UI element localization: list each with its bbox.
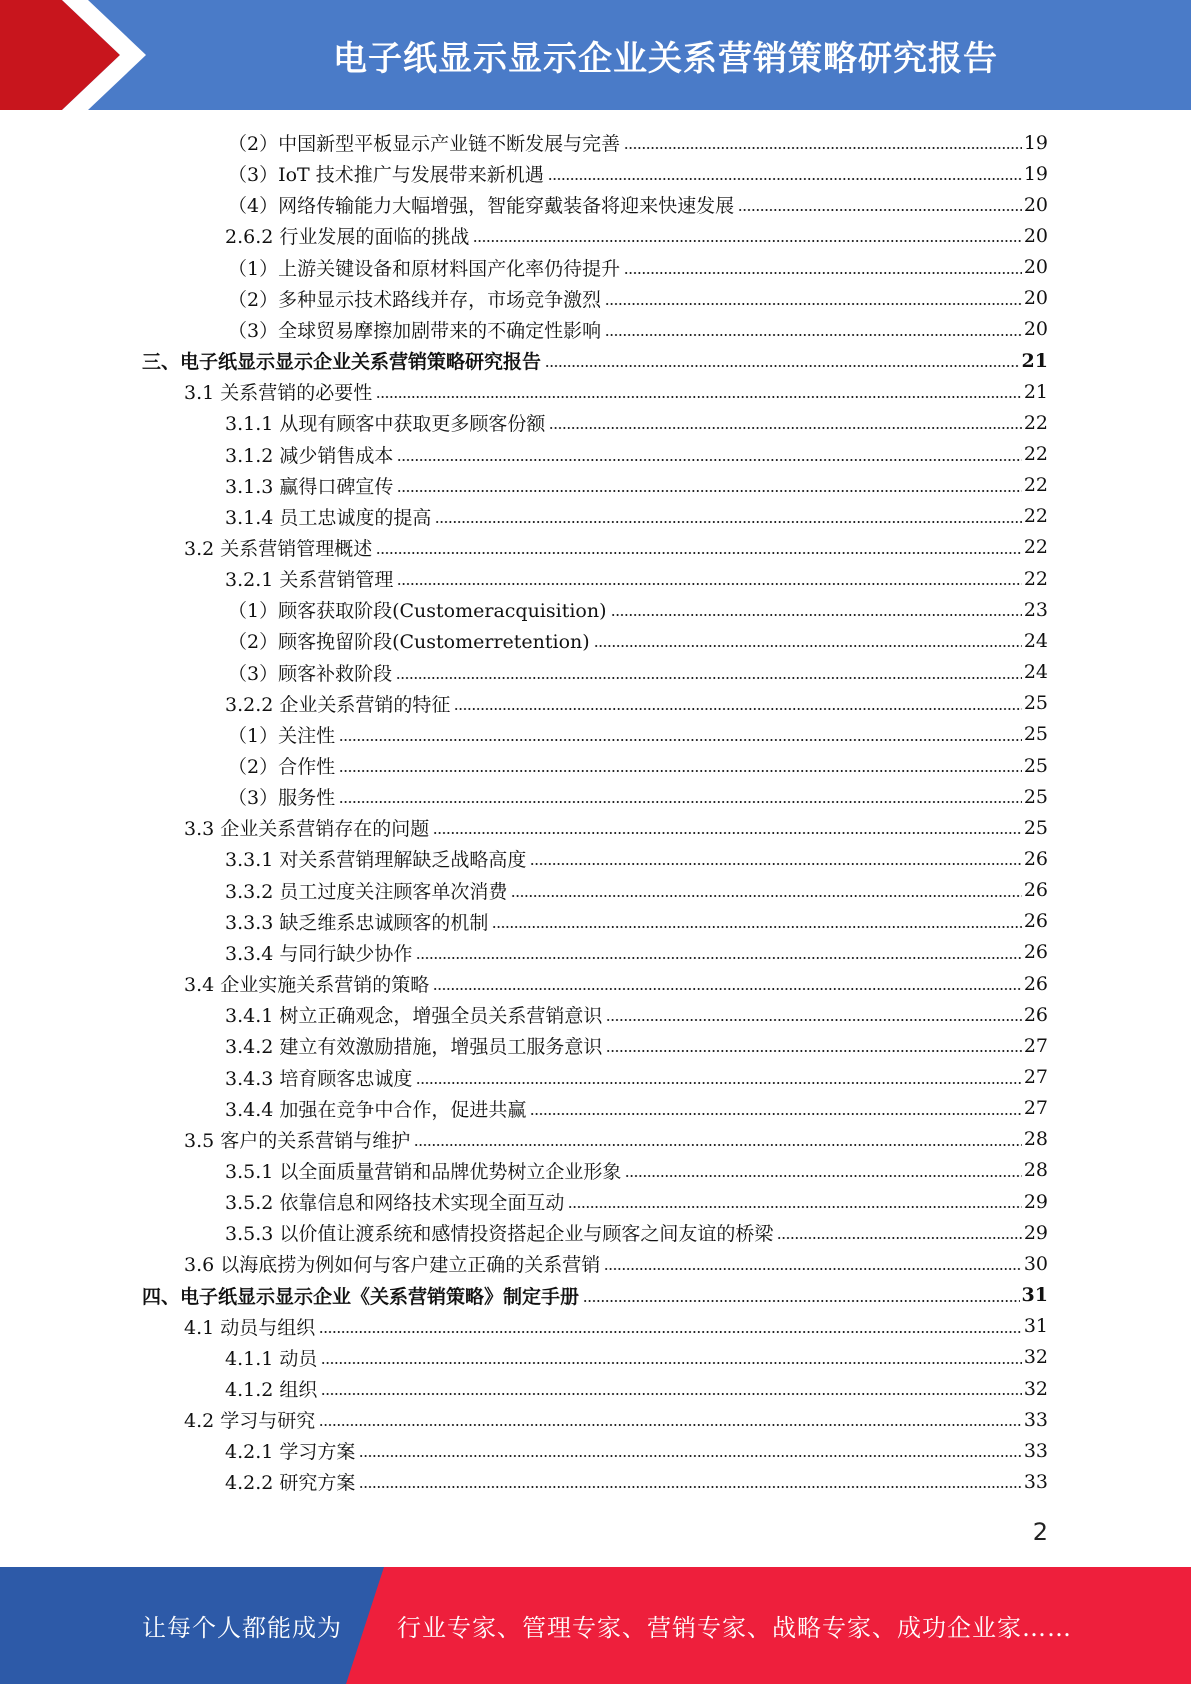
toc-entry[interactable]: [228, 750, 1048, 781]
toc-dot-leader: [359, 1486, 1021, 1488]
toc-entry[interactable]: [228, 719, 1048, 750]
toc-dot-leader: [604, 1268, 1022, 1270]
toc-entry-page: 25: [1023, 785, 1048, 808]
toc-dot-leader: [416, 1082, 1021, 1084]
toc-dot-leader: [397, 459, 1021, 461]
toc-dot-leader: [473, 240, 1021, 242]
toc-dot-leader: [611, 614, 1022, 616]
toc-entry[interactable]: [225, 220, 1048, 251]
toc-entry-page: 21: [1023, 380, 1048, 403]
toc-entry[interactable]: [225, 563, 1048, 594]
toc-entry-title: 4.1.1 动员: [225, 1347, 318, 1370]
toc-entry[interactable]: [184, 532, 1048, 563]
toc-entry-title: 3.5.1 以全面质量营销和品牌优势树立企业形象: [225, 1160, 622, 1183]
toc-entry-title: （2）合作性: [228, 756, 336, 778]
toc-entry-page: 26: [1023, 941, 1048, 964]
toc-dot-leader: [548, 178, 1022, 180]
toc-entry-page: 24: [1023, 629, 1048, 652]
toc-dot-leader: [435, 521, 1021, 523]
toc-entry-title: （3）顾客补救阶段: [228, 662, 393, 685]
toc-entry-page: 25: [1023, 692, 1048, 715]
toc-entry[interactable]: [228, 657, 1048, 688]
toc-entry-page: 26: [1023, 847, 1048, 870]
toc-entry-page: 20: [1023, 224, 1048, 247]
toc-entry-title: 3.2.2 企业关系营销的特征: [225, 693, 451, 716]
toc-entry-title: 3.1 关系营销的必要性: [184, 382, 373, 405]
toc-dot-leader: [624, 272, 1022, 274]
toc-dot-leader: [583, 1300, 1020, 1302]
toc-entry-title: 3.1.4 员工忠诚度的提高: [225, 506, 432, 529]
toc-dot-leader: [319, 1331, 1022, 1333]
toc-dot-leader: [530, 1113, 1021, 1115]
toc-entry-title: （2）多种显示技术路线并存，市场竞争激烈: [228, 288, 602, 311]
footer-slogan-left: 让每个人都能成为: [142, 1614, 342, 1642]
toc-dot-leader: [397, 490, 1021, 492]
toc-entry-title: （1）顾客获取阶段(Customeracquisition): [228, 600, 607, 623]
toc-entry-page: 27: [1023, 1066, 1048, 1088]
toc-dot-leader: [545, 365, 1020, 367]
toc-entry-page: 20: [1023, 193, 1048, 216]
toc-dot-leader: [376, 396, 1022, 398]
toc-entry-page: 27: [1023, 1097, 1048, 1120]
toc-entry[interactable]: [228, 314, 1048, 345]
toc-entry-title: 3.5 客户的关系营销与维护: [184, 1129, 411, 1152]
toc-entry-title: 四、电子纸显示显示企业《关系营销策略》制定手册: [142, 1285, 580, 1308]
toc-dot-leader: [738, 209, 1022, 211]
toc-dot-leader: [376, 552, 1022, 554]
toc-entry[interactable]: [228, 127, 1048, 158]
toc-dot-leader: [605, 303, 1022, 305]
toc-entry-title: 2.6.2 行业发展的面临的挑战: [225, 226, 470, 249]
toc-dot-leader: [606, 1050, 1021, 1052]
toc-entry-title: 3.3.3 缺乏维系忠诚顾客的机制: [225, 911, 489, 934]
toc-entry[interactable]: [228, 283, 1048, 314]
toc-entry-page: 27: [1023, 1034, 1048, 1057]
toc-entry[interactable]: [225, 1342, 1048, 1373]
toc-entry[interactable]: [225, 1030, 1048, 1061]
toc-entry-title: 3.1.1 从现有顾客中获取更多顾客份额: [225, 413, 546, 436]
toc-entry[interactable]: [225, 937, 1048, 968]
toc-entry-title: 3.1.2 减少销售成本: [225, 444, 394, 467]
toc-entry-title: （3）IoT 技术推广与发展带来新机遇: [228, 164, 544, 187]
document-title: 电子纸显示显示企业关系营销策略研究报告: [333, 38, 998, 79]
toc-entry-title: 3.3.1 对关系营销理解缺乏战略高度: [225, 849, 527, 872]
toc-entry-page: 26: [1023, 972, 1048, 995]
toc-entry-page: 33: [1023, 1470, 1048, 1493]
toc-entry-page: 32: [1023, 1377, 1048, 1400]
toc-entry[interactable]: [225, 1373, 1048, 1404]
toc-entry-page: 31: [1021, 1284, 1048, 1307]
toc-entry-page: 25: [1023, 723, 1048, 746]
toc-entry-page: 31: [1023, 1315, 1048, 1338]
toc-entry[interactable]: [225, 688, 1048, 719]
toc-dot-leader: [321, 1362, 1021, 1364]
toc-entry[interactable]: [225, 1435, 1048, 1466]
toc-entry-title: （3）全球贸易摩擦加剧带来的不确定性影响: [228, 319, 602, 342]
toc-entry-page: 26: [1023, 879, 1048, 902]
toc-entry-page: 19: [1023, 162, 1048, 185]
toc-dot-leader: [625, 1175, 1021, 1177]
toc-dot-leader: [339, 770, 1022, 772]
toc-entry[interactable]: [228, 252, 1048, 283]
toc-dot-leader: [568, 1206, 1021, 1208]
toc-entry-title: 3.6 以海底捞为例如何与客户建立正确的关系营销: [184, 1254, 601, 1277]
toc-entry[interactable]: [184, 968, 1048, 999]
toc-entry[interactable]: [225, 1186, 1048, 1217]
toc-entry-title: 3.4.1 树立正确观念，增强全员关系营销意识: [225, 1005, 603, 1028]
toc-dot-leader: [359, 1455, 1021, 1457]
toc-entry[interactable]: [225, 875, 1048, 906]
toc-dot-leader: [511, 895, 1021, 897]
toc-entry-page: 26: [1023, 1003, 1048, 1026]
toc-entry-page: 25: [1023, 754, 1048, 777]
toc-dot-leader: [416, 957, 1021, 959]
toc-entry[interactable]: [228, 625, 1048, 656]
toc-entry-title: 4.1 动员与组织: [184, 1316, 316, 1339]
toc-entry-page: 22: [1023, 443, 1048, 465]
toc-entry[interactable]: [225, 1217, 1048, 1248]
toc-entry-title: 4.1.2 组织: [225, 1379, 318, 1401]
toc-entry-title: 三、电子纸显示显示企业关系营销策略研究报告: [142, 351, 542, 374]
toc-entry-page: 33: [1023, 1408, 1048, 1431]
toc-entry-page: 21: [1021, 349, 1048, 372]
toc-entry[interactable]: [225, 1062, 1048, 1093]
toc-dot-leader: [777, 1237, 1021, 1239]
toc-entry-title: 3.3.4 与同行缺少协作: [225, 942, 413, 965]
toc-entry-title: 3.4.3 培育顾客忠诚度: [225, 1067, 413, 1090]
toc-dot-leader: [433, 832, 1022, 834]
toc-entry-page: 26: [1023, 910, 1048, 933]
footer-slogan-right: 行业专家、管理专家、营销专家、战略专家、成功企业家……: [397, 1614, 1072, 1642]
toc-entry[interactable]: [225, 999, 1048, 1030]
toc-entry[interactable]: [184, 1124, 1048, 1155]
toc-entry-title: 3.4.2 建立有效激励措施，增强员工服务意识: [225, 1036, 603, 1059]
toc-dot-leader: [492, 926, 1021, 928]
toc-entry-page: 24: [1023, 661, 1048, 684]
toc-entry-page: 22: [1023, 474, 1048, 497]
toc-entry-title: 4.2.2 研究方案: [225, 1472, 356, 1495]
toc-entry-title: 3.1.3 赢得口碑宣传: [225, 475, 394, 498]
toc-dot-leader: [624, 147, 1022, 149]
toc-dot-leader: [321, 1393, 1021, 1395]
toc-entry-title: 3.4 企业实施关系营销的策略: [184, 974, 430, 997]
toc-entry-page: 25: [1023, 816, 1048, 839]
toc-entry[interactable]: [142, 1280, 1048, 1311]
toc-entry[interactable]: [225, 470, 1048, 501]
toc-entry[interactable]: [184, 812, 1048, 843]
toc-dot-leader: [339, 801, 1022, 803]
toc-entry-title: 3.5.3 以价值让渡系统和感情投资搭起企业与顾客之间友谊的桥梁: [225, 1223, 774, 1246]
toc-entry[interactable]: [184, 1248, 1048, 1279]
toc-entry-page: 22: [1023, 567, 1048, 590]
toc-dot-leader: [454, 708, 1021, 710]
toc-entry-page: 20: [1023, 256, 1048, 279]
toc-dot-leader: [433, 988, 1022, 990]
toc-entry-title: 3.3 企业关系营销存在的问题: [184, 818, 430, 841]
toc-entry-page: 28: [1023, 1159, 1048, 1182]
toc-entry[interactable]: [228, 189, 1048, 220]
toc-entry-title: 3.2 关系营销管理概述: [184, 537, 373, 560]
toc-entry-page: 29: [1023, 1221, 1048, 1244]
toc-entry[interactable]: [225, 501, 1048, 532]
page-number: 2: [1032, 1518, 1048, 1546]
toc-entry-page: 20: [1023, 287, 1048, 310]
toc-entry-title: （4）网络传输能力大幅增强，智能穿戴装备将迎来快速发展: [228, 195, 735, 218]
toc-entry-page: 30: [1023, 1252, 1048, 1275]
page-header: [0, 0, 1191, 110]
toc-entry-page: 22: [1023, 536, 1048, 559]
toc-entry-title: 3.2.1 关系营销管理: [225, 569, 394, 592]
toc-dot-leader: [339, 739, 1022, 741]
toc-entry-title: 4.2.1 学习方案: [225, 1441, 356, 1464]
toc-entry[interactable]: [225, 1093, 1048, 1124]
toc-entry[interactable]: [184, 1404, 1048, 1435]
toc-entry-page: 33: [1023, 1439, 1048, 1462]
toc-entry[interactable]: [225, 1466, 1048, 1497]
toc-dot-leader: [530, 863, 1021, 865]
toc-entry-page: 20: [1023, 318, 1048, 341]
toc-entry-title: （3）服务性: [228, 787, 336, 810]
toc-dot-leader: [319, 1424, 1022, 1426]
toc-entry[interactable]: [184, 1311, 1048, 1342]
toc-entry-title: 3.3.2 员工过度关注顾客单次消费: [225, 880, 508, 903]
toc-entry-page: 22: [1023, 505, 1048, 528]
toc-entry[interactable]: [225, 407, 1048, 438]
toc-dot-leader: [549, 427, 1021, 429]
toc-entry-page: 22: [1023, 411, 1048, 434]
toc-dot-leader: [396, 677, 1022, 679]
toc-dot-leader: [606, 1019, 1021, 1021]
toc-dot-leader: [397, 583, 1021, 585]
toc-entry[interactable]: [225, 439, 1048, 470]
toc-entry[interactable]: [228, 158, 1048, 189]
toc-entry[interactable]: [228, 594, 1048, 625]
toc-entry-title: （1）关注性: [228, 724, 336, 747]
toc-entry-title: 3.4.4 加强在竞争中合作，促进共赢: [225, 1098, 527, 1121]
toc-entry[interactable]: [225, 906, 1048, 937]
toc-entry-title: （1）上游关键设备和原材料国产化率仍待提升: [228, 257, 621, 280]
toc-entry-page: 28: [1023, 1128, 1048, 1151]
toc-entry-title: （2）顾客挽留阶段(Customerretention): [228, 631, 590, 654]
toc-entry-page: 23: [1023, 598, 1048, 621]
toc-entry[interactable]: [184, 376, 1048, 407]
toc-entry-title: 4.2 学习与研究: [184, 1410, 316, 1433]
toc-dot-leader: [605, 334, 1022, 336]
page-footer: [0, 1567, 1191, 1684]
toc-entry[interactable]: [225, 843, 1048, 874]
toc-entry[interactable]: [142, 345, 1048, 376]
toc-entry-title: （2）中国新型平板显示产业链不断发展与完善: [228, 133, 621, 155]
toc-dot-leader: [414, 1144, 1022, 1146]
toc-entry-page: 32: [1023, 1346, 1048, 1369]
toc-entry-page: 29: [1023, 1190, 1048, 1213]
toc-entry[interactable]: [225, 1155, 1048, 1186]
toc-dot-leader: [594, 645, 1022, 647]
toc-entry-title: 3.5.2 依靠信息和网络技术实现全面互动: [225, 1192, 565, 1215]
toc-entry-page: 19: [1023, 131, 1048, 154]
toc-entry[interactable]: [228, 781, 1048, 812]
